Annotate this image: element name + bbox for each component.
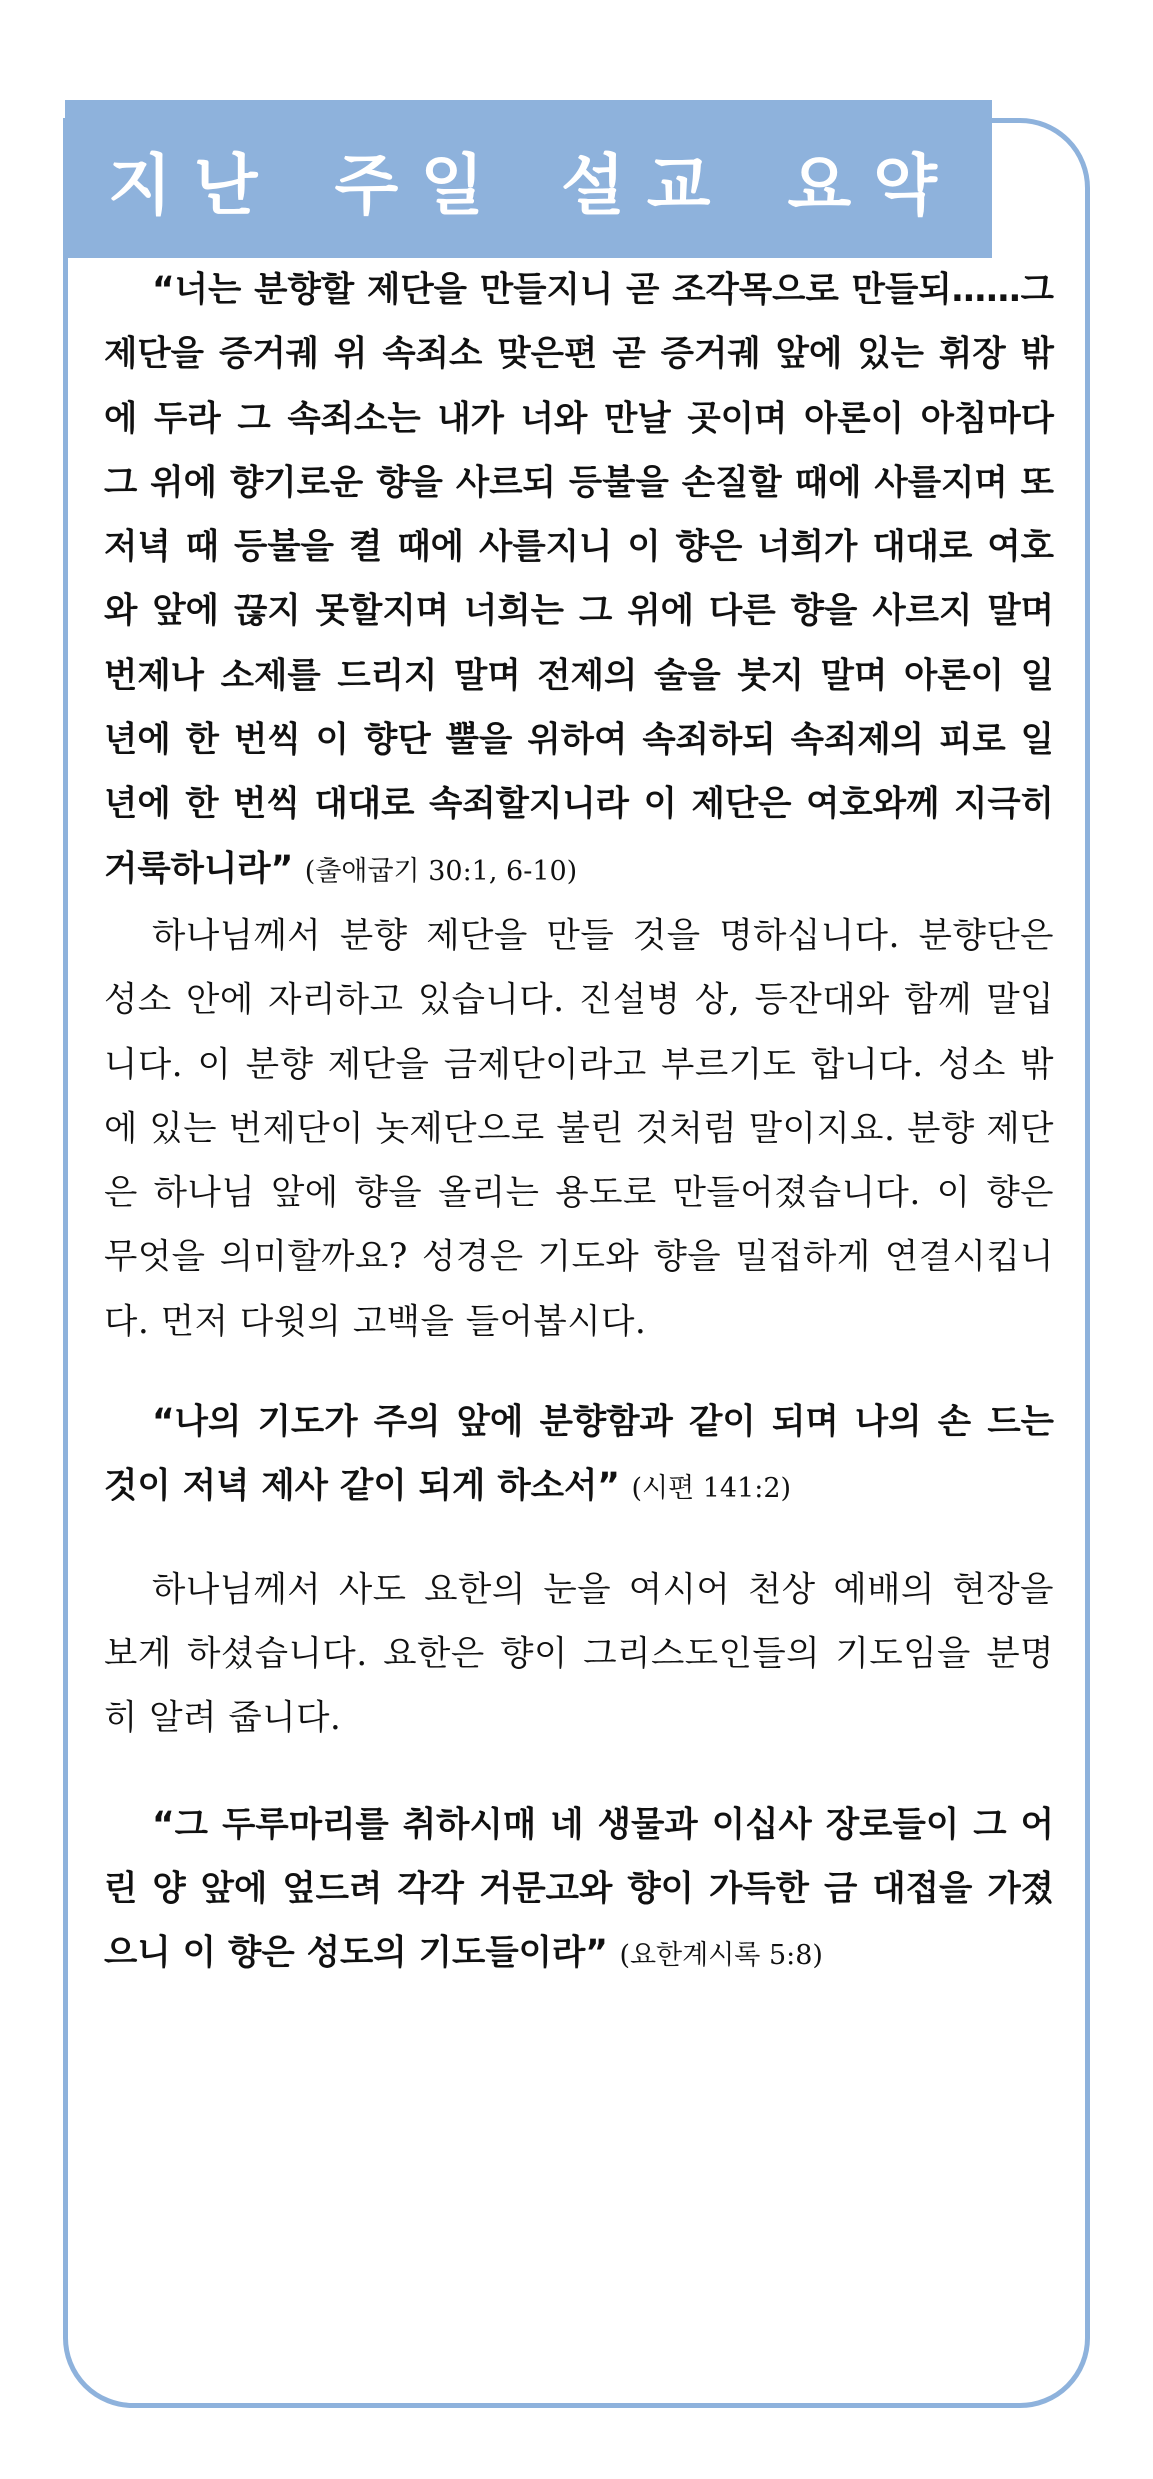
scripture-quote-exodus (104, 258, 1054, 904)
quote-text: “너는 분향할 제단을 만들지니 곧 조각목으로 만들되……그 제단을 증거궤 위 속죄소 맞은편 곧 증거궤 앞에 있는 휘장 밖에 두라 그 속죄소는 내가 너와 만날 곳이며 아론이 아침마다 그 위에 향기로운 향을 사르되 등불을 손질할 때에 사를지며 또 저녁 때 등불을 켤 때에 사를지니 이 향은 너희가 대대로 여호와 앞에 끊지 못할지며 너희는 그 위에 다른 향을 사르지 말며 번제나 소제를 드리지 말며 전제의 술을 붓지 말며 아론이 일 년에 한 번씩 이 향단 뿔을 위하여 속죄하되 속죄제의 피로 일 년에 한 번씩 대대로 속죄할지니라 이 제단은 여호와께 지극히 거룩하니라” (104, 270, 1054, 889)
body-text: 하나님께서 사도 요한의 눈을 여시어 천상 예배의 현장을 보게 하셨습니다. 요한은 향이 그리스도인들의 기도임을 분명히 알려 줍니다. (104, 1569, 1054, 1739)
body-text: 하나님께서 분향 제단을 만들 것을 명하십니다. 분향단은 성소 안에 자리하고 있습니다. 진설병 상, 등잔대와 함께 말입니다. 이 분향 제단을 금제단이라고 부르기도 합니다. 성소 밖에 있는 번제단이 놋제단으로 불린 것처럼 말이지요. 분향 제단은 하나님 앞에 향을 올리는 용도로 만들어졌습니다. 이 향은 무엇을 의미할까요? 성경은 기도와 향을 밀접하게 연결시킵니다. 먼저 다윗의 고백을 들어봅시다. (104, 915, 1054, 1342)
scripture-reference: (요한계시록 5:8) (619, 1940, 823, 1972)
quote-text: “그 두루마리를 취하시매 네 생물과 이십사 장로들이 그 어린 양 앞에 엎드려 각각 거문고와 향이 가득한 금 대접을 가졌으니 이 향은 성도의 기도들이라” (104, 1804, 1054, 1974)
scripture-reference: (출애굽기 30:1, 6-10) (304, 855, 578, 887)
body-paragraph (104, 904, 1054, 1354)
quote-text: “나의 기도가 주의 앞에 분향함과 같이 되며 나의 손 드는 것이 저녁 제사 같이 되게 하소서” (104, 1402, 1054, 1507)
title-banner (65, 100, 992, 258)
scripture-quote-revelation (104, 1793, 1054, 1989)
scripture-reference: (시편 141:2) (631, 1473, 792, 1505)
sermon-summary-body (104, 258, 1054, 1988)
scripture-quote-psalm (104, 1390, 1054, 1522)
body-paragraph (104, 1558, 1054, 1751)
page-title: 지난 주일 설교 요약 (108, 146, 959, 224)
